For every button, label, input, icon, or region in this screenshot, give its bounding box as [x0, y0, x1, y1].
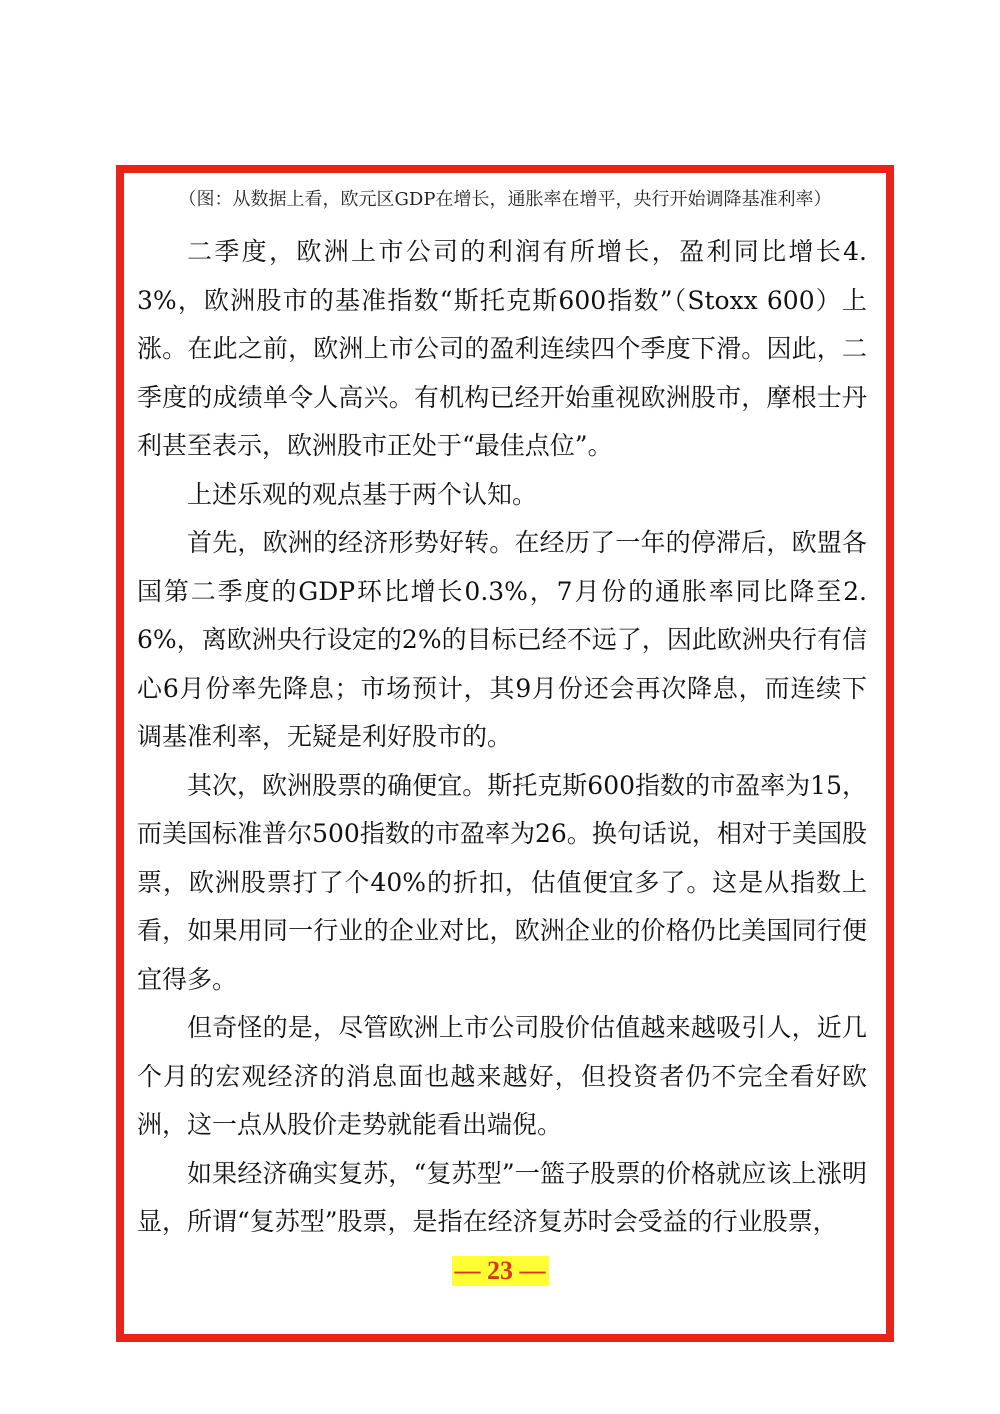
- figure-caption: （图：从数据上看，欧元区GDP在增长，通胀率在增平，央行开始调降基准利率）: [178, 189, 832, 210]
- paragraph: 如果经济确实复苏，“复苏型”一篮子股票的价格就应该上涨明显，所谓“复苏型”股票，是指在经济复苏时会受益的行业股票，: [137, 1158, 867, 1236]
- paragraph: 二季度，欧洲上市公司的利润有所增长，盈利同比增长4.3%，欧洲股市的基准指数“斯托克斯600指数”（Stoxx 600）上涨。在此之前，欧洲上市公司的盈利连续四个季度下滑。因此，二季度的成绩单令人高兴。有机构已经开始重视欧洲股市，摩根士丹利甚至表示，欧洲股市正处于“最佳点位”。: [137, 237, 867, 460]
- page-number: — 23 —: [452, 1256, 549, 1286]
- paragraph: 但奇怪的是，尽管欧洲上市公司股价估值越来越吸引人，近几个月的宏观经济的消息面也越来越好，但投资者仍不完全看好欧洲，这一点从股价走势就能看出端倪。: [137, 1013, 867, 1139]
- paragraph: 上述乐观的观点基于两个认知。: [187, 479, 538, 509]
- paragraph: 其次，欧洲股票的确便宜。斯托克斯600指数的市盈率为15，而美国标准普尔500指数的市盈率为26。换句话说，相对于美国股票，欧洲股票打了个40%的折扣，估值便宜多了。这是从指数上看，如果用同一行业的企业对比，欧洲企业的价格仍比美国同行便宜得多。: [137, 770, 867, 994]
- paragraph: 首先，欧洲的经济形势好转。在经历了一年的停滞后，欧盟各国第二季度的GDP环比增长0.3%，7月份的通胀率同比降至2.6%，离欧洲央行设定的2%的目标已经不远了，因此欧洲央行有信心6月份率先降息；市场预计，其9月份还会再次降息，而连续下调基准利率，无疑是利好股市的。: [137, 528, 867, 751]
- page-number-container: [0, 1256, 1000, 1286]
- article-body: [137, 228, 867, 1247]
